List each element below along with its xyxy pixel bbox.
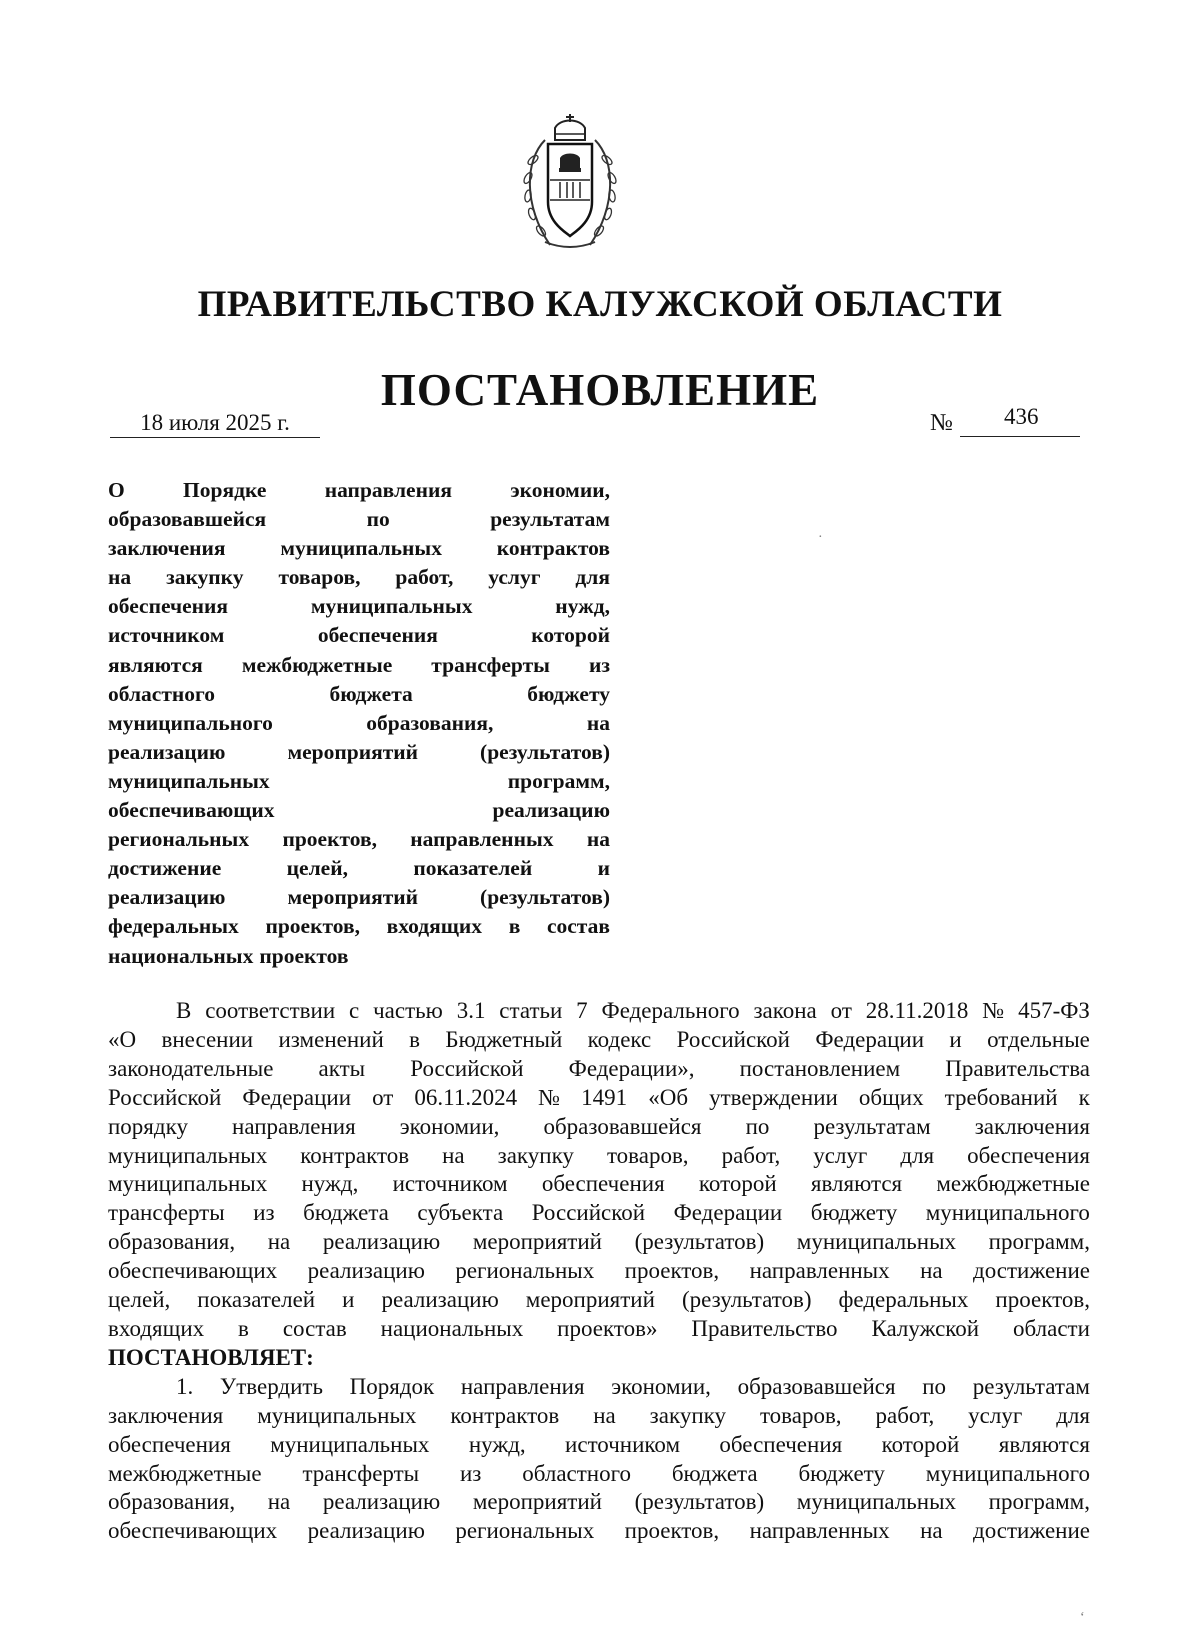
body-line: целей, показателей и реализацию мероприятий (результатов) федеральных проектов, xyxy=(108,1287,1090,1313)
body-line: муниципальных контрактов на закупку товаров, работ, услуг для обеспечения xyxy=(108,1142,1090,1168)
subject-line: областного бюджета бюджету xyxy=(108,681,610,706)
document-subject xyxy=(108,476,610,971)
body-line: порядку направления экономии, образовавшейся по результатам заключения xyxy=(108,1113,1090,1139)
subject-line: федеральных проектов, входящих в состав xyxy=(108,914,610,939)
subject-line: обеспечения муниципальных нужд, xyxy=(108,594,610,619)
subject-line: муниципальных программ, xyxy=(108,768,610,793)
scan-dot: · xyxy=(818,530,823,545)
subject-line: региональных проектов, направленных на xyxy=(108,827,610,852)
body-line: ПОСТАНОВЛЯЕТ: xyxy=(108,1344,314,1370)
body-line: заключения муниципальных контрактов на закупку товаров, работ, услуг для xyxy=(108,1402,1090,1428)
body-line: образования, на реализацию мероприятий (результатов) муниципальных программ, xyxy=(108,1489,1090,1515)
body-line: межбюджетные трансферты из областного бюджета бюджету муниципального xyxy=(108,1460,1090,1486)
body-line: входящих в состав национальных проектов» Правительство Калужской области xyxy=(108,1315,1090,1341)
body-line: «О внесении изменений в Бюджетный кодекс Российской Федерации и отдельные xyxy=(108,1026,1090,1052)
subject-line: муниципального образования, на xyxy=(108,710,610,735)
body-line: Российской Федерации от 06.11.2024 № 1491 «Об утверждении общих требований к xyxy=(108,1084,1090,1110)
subject-line: заключения муниципальных контрактов xyxy=(108,536,610,561)
subject-line: на закупку товаров, работ, услуг для xyxy=(108,565,610,590)
subject-line: О Порядке направления экономии, xyxy=(108,478,610,502)
body-line: обеспечения муниципальных нужд, источником обеспечения которой являются xyxy=(108,1431,1090,1457)
body-line: обеспечивающих реализацию региональных проектов, направленных на достижение xyxy=(108,1518,1090,1544)
document-date: 18 июля 2025 г. xyxy=(110,410,320,438)
document-number: 436 xyxy=(960,404,1080,437)
body-line: муниципальных нужд, источником обеспечения которой являются межбюджетные xyxy=(108,1171,1090,1197)
document-body xyxy=(108,997,1090,1546)
body-line: законодательные акты Российской Федерации», постановлением Правительства xyxy=(108,1055,1090,1081)
subject-line: источником обеспечения которой xyxy=(108,623,610,648)
body-line: образования, на реализацию мероприятий (результатов) муниципальных программ, xyxy=(108,1229,1090,1255)
scan-mark: ʻ xyxy=(1080,1610,1085,1625)
subject-line: реализацию мероприятий (результатов) xyxy=(108,739,610,764)
body-line: трансферты из бюджета субъекта Российской Федерации бюджету муниципального xyxy=(108,1200,1090,1226)
subject-line: являются межбюджетные трансферты из xyxy=(108,652,610,677)
body-line: 1. Утвердить Порядок направления экономии, образовавшейся по результатам xyxy=(176,1373,1090,1399)
body-line: обеспечивающих реализацию региональных проектов, направленных на достижение xyxy=(108,1258,1090,1284)
coat-of-arms-icon xyxy=(515,110,625,255)
subject-line: реализацию мероприятий (результатов) xyxy=(108,885,610,910)
subject-line: образовавшейся по результатам xyxy=(108,507,610,532)
subject-line: национальных проектов xyxy=(108,943,349,968)
number-label: № xyxy=(930,410,953,436)
organization-name: ПРАВИТЕЛЬСТВО КАЛУЖСКОЙ ОБЛАСТИ xyxy=(197,284,1003,325)
subject-line: достижение целей, показателей и xyxy=(108,856,610,881)
body-line: В соответствии с частью 3.1 статьи 7 Федерального закона от 28.11.2018 № 457-ФЗ xyxy=(176,998,1090,1023)
subject-line: обеспечивающих реализацию xyxy=(108,798,610,823)
document-type: ПОСТАНОВЛЕНИЕ xyxy=(380,365,820,415)
